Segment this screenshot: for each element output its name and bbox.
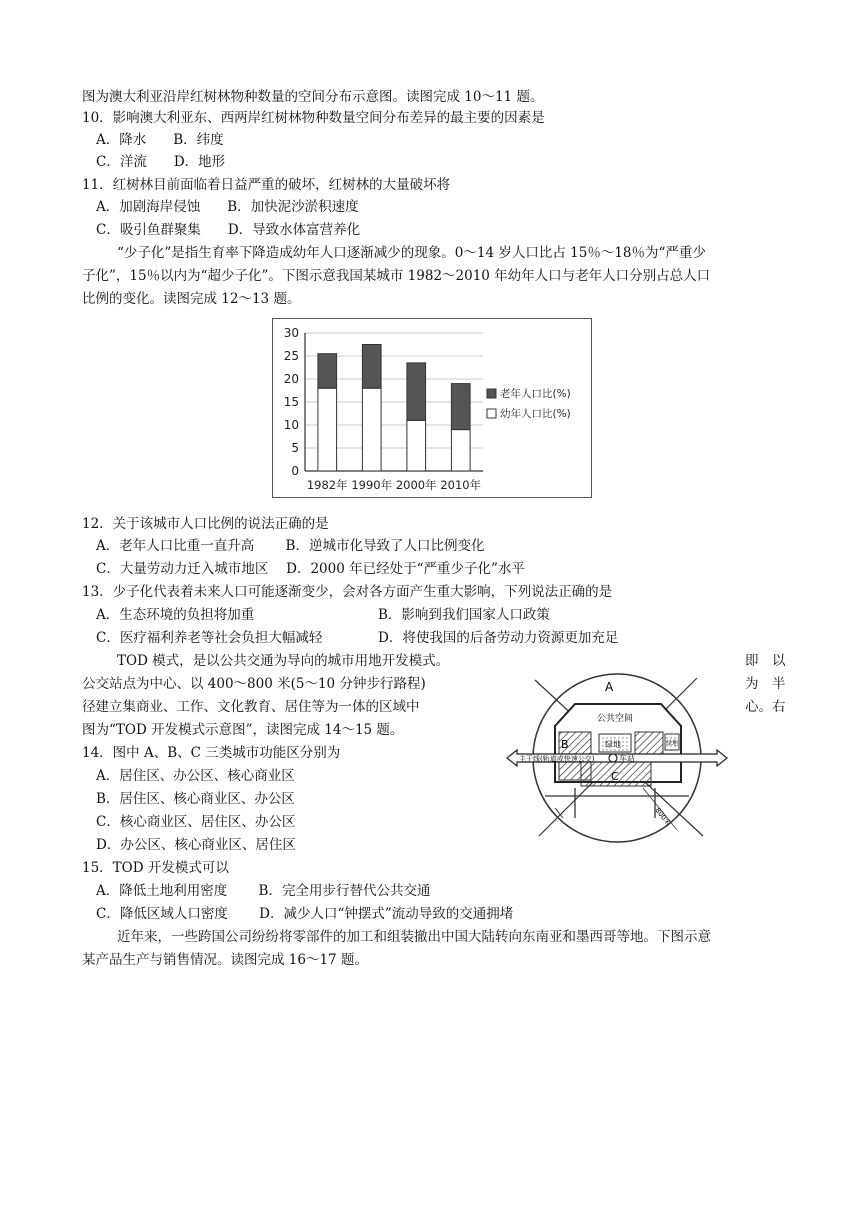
question-11: 11．红树林目前面临着日益严重的破坏，红树林的大量破坏将	[82, 177, 451, 193]
label-c: C	[611, 770, 619, 783]
x-tick-label: 2010年	[440, 478, 482, 492]
bar-elderly	[407, 363, 426, 421]
paragraph-manufacturing-2: 某产品生产与销售情况。读图完成 16～17 题。	[82, 952, 368, 968]
bar-youth	[318, 388, 337, 471]
question-10: 10．影响澳大利亚东、西两岸红树林物种数量空间分布差异的最主要的因素是	[82, 110, 545, 126]
tod-diagram	[505, 668, 730, 846]
tod-paragraph-2-right: 为 半	[745, 676, 786, 692]
y-tick-label: 15	[283, 395, 299, 409]
question-12-options-cd: C．大量劳动力迁入城市地区 D．2000 年已经处于“严重少子化”水平	[96, 561, 525, 577]
tod-paragraph-1-right: 即 以	[745, 653, 786, 669]
station-marker	[609, 754, 617, 762]
question-10-options-ab: A．降水 B．纬度	[96, 132, 224, 148]
question-15: 15．TOD 开发模式可以	[82, 860, 229, 876]
label-green-2: 绿地	[666, 740, 679, 747]
question-13-option-c: C．医疗福利养老等社会负担大幅减轻	[96, 630, 323, 646]
question-14-option-d: D．办公区、核心商业区、居住区	[96, 837, 296, 853]
question-11-options-cd: C．吸引鱼群聚集 D．导致水体富营养化	[96, 222, 361, 238]
y-tick-label: 30	[283, 326, 299, 340]
question-13-option-b: B．影响到我们国家人口政策	[378, 607, 550, 623]
question-12: 12．关于该城市人口比例的说法正确的是	[82, 516, 329, 532]
y-tick-label: 20	[283, 372, 299, 386]
tod-paragraph-1: TOD 模式，是以公共交通为导向的城市用地开发模式。	[117, 653, 450, 669]
population-ratio-chart-svg	[273, 319, 591, 497]
y-tick-label: 25	[283, 349, 299, 363]
x-tick-label: 1990年	[351, 478, 393, 492]
bar-elderly	[362, 345, 381, 389]
question-14: 14．图中 A、B、C 三类城市功能区分别为	[82, 745, 341, 761]
tod-paragraph-3-right: 心。右	[745, 699, 786, 715]
tod-paragraph-2: 公交站点为中心、以 400～800 米(5～10 分钟步行路程)	[82, 676, 426, 692]
legend-label: 老年人口比(%)	[500, 388, 571, 400]
question-13-option-d: D．将使我国的后备劳动力资源更加充足	[378, 630, 619, 646]
y-tick-label: 5	[291, 441, 299, 455]
y-tick-label: 10	[283, 418, 299, 432]
tod-paragraph-3: 径建立集商业、工作、文化教育、居住等为一体的区域中	[82, 699, 420, 715]
bar-youth	[407, 420, 426, 471]
paragraph-shaozihua-3: 比例的变化。读图完成 12～13 题。	[82, 291, 301, 307]
question-15-options-cd: C．降低区域人口密度 D．减少人口“钟摆式”流动导致的交通拥堵	[96, 906, 514, 922]
label-green-1: 绿地	[605, 740, 621, 749]
bar-youth	[451, 430, 470, 471]
label-trunk-line: 主干线(轨道或快速公交)	[519, 755, 595, 763]
question-10-options-cd: C．洋流 D．地形	[96, 154, 226, 170]
paragraph-manufacturing-1: 近年来，一些跨国公司纷纷将零部件的加工和组装撤出中国大陆转向东南亚和墨西哥等地。下图示意	[117, 929, 711, 945]
x-tick-label: 2000年	[395, 478, 437, 492]
question-13: 13．少子化代表着未来人口可能逐渐变少，会对各方面产生重大影响，下列说法正确的是	[82, 584, 613, 600]
paragraph-shaozihua-1: “少子化”是指生育率下降造成幼年人口逐渐减少的现象。0～14 岁人口比占 15％～18％为“严重少	[117, 245, 706, 261]
question-14-option-a: A．居住区、办公区、核心商业区	[96, 768, 295, 784]
question-15-options-ab: A．降低土地利用密度 B．完全用步行替代公共交通	[96, 883, 431, 899]
paragraph-shaozihua-2: 子化”，15％以内为“超少子化”。下图示意我国某城市 1982～2010 年幼年人口与老年人口分别占总人口	[82, 268, 711, 284]
label-station: 车站	[619, 754, 635, 763]
legend-swatch	[487, 409, 496, 418]
question-13-option-a: A．生态环境的负担将加重	[96, 607, 255, 623]
x-tick-label: 1982年	[306, 478, 348, 492]
label-public-space: 公共空间	[597, 714, 634, 724]
label-a: A	[605, 680, 614, 694]
question-11-options-ab: A．加剧海岸侵蚀 B．加快泥沙淤积速度	[96, 199, 359, 215]
intro-line: 图为澳大利亚沿岸红树林物种数量的空间分布示意图。读图完成 10～11 题。	[82, 89, 544, 105]
bar-elderly	[318, 354, 337, 389]
bar-youth	[362, 388, 381, 471]
question-14-option-c: C．核心商业区、居住区、办公区	[96, 814, 296, 830]
legend-label: 幼年人口比(%)	[500, 408, 571, 420]
label-radius: 800米	[653, 806, 673, 828]
tod-paragraph-4: 图为“TOD 开发模式示意图”，读图完成 14～15 题。	[82, 722, 404, 738]
bar-elderly	[451, 384, 470, 430]
y-tick-label: 0	[291, 464, 299, 478]
legend-swatch	[487, 389, 496, 398]
question-14-option-b: B．居住区、核心商业区、办公区	[96, 791, 295, 807]
population-ratio-chart	[272, 318, 592, 498]
question-12-options-ab: A．老年人口比重一直升高 B．逆城市化导致了人口比例变化	[96, 538, 485, 554]
label-b: B	[561, 738, 569, 751]
